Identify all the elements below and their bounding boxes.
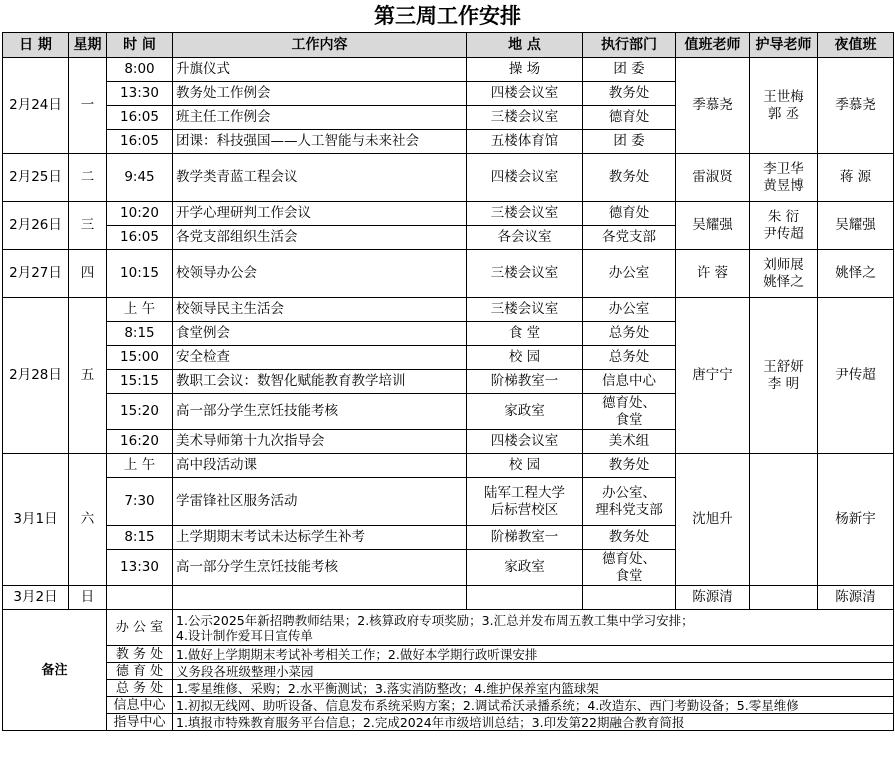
guard-teacher-cell: 王舒妍 李 明: [750, 298, 818, 454]
duty-teacher-cell: 季慕尧: [676, 58, 750, 154]
header-duty-teacher: 值班老师: [676, 33, 750, 58]
time-cell: 13:30: [107, 82, 173, 106]
notes-text: 1.填报市特殊教育服务平台信息；2.完成2024年市级培训总结；3.印发第22期融合教育简报: [173, 714, 894, 731]
notes-row: [3, 646, 894, 663]
content-cell: 教职工会议：数智化赋能教育教学培训: [173, 370, 467, 394]
place-cell: 阶梯教室一: [467, 526, 583, 550]
place-cell: 四楼会议室: [467, 154, 583, 202]
time-cell: 8:15: [107, 322, 173, 346]
header-guard-teacher: 护导老师: [750, 33, 818, 58]
notes-text: 1.公示2025年新招聘教师结果；2.核算政府专项奖励；3.汇总并发布周五教工集中学习安排； 4.设计制作爱耳日宣传单: [173, 610, 894, 646]
place-cell: 家政室: [467, 550, 583, 586]
place-cell: 阶梯教室一: [467, 370, 583, 394]
guard-teacher-cell: 朱 衍 尹传超: [750, 202, 818, 250]
place-cell: 操 场: [467, 58, 583, 82]
content-cell: 高一部分学生烹饪技能考核: [173, 550, 467, 586]
table-row: [3, 202, 894, 226]
notes-text: 1.做好上学期期末考试补考相关工作；2.做好本学期行政听课安排: [173, 646, 894, 663]
time-cell: 7:30: [107, 478, 173, 526]
dept-cell: 德育处、 食堂: [583, 394, 676, 430]
time-cell: 13:30: [107, 550, 173, 586]
place-cell: 三楼会议室: [467, 202, 583, 226]
time-cell: 10:15: [107, 250, 173, 298]
content-cell: 食堂例会: [173, 322, 467, 346]
table-row: [3, 250, 894, 298]
guard-teacher-cell: 刘师展 姚怿之: [750, 250, 818, 298]
guard-teacher-cell: 王世梅 郭 丞: [750, 58, 818, 154]
content-cell: 各党支部组织生活会: [173, 226, 467, 250]
time-cell: 上 午: [107, 298, 173, 322]
content-cell: 上学期期末考试未达标学生补考: [173, 526, 467, 550]
place-cell: 校 园: [467, 454, 583, 478]
dept-cell: 美术组: [583, 430, 676, 454]
weekday-cell: 四: [69, 250, 107, 298]
content-cell: 开学心理研判工作会议: [173, 202, 467, 226]
date-cell: 2月26日: [3, 202, 69, 250]
guard-teacher-cell: 李卫华 黄昱博: [750, 154, 818, 202]
notes-dept: 信息中心: [107, 697, 173, 714]
place-cell: 校 园: [467, 346, 583, 370]
content-cell: 校领导办公会: [173, 250, 467, 298]
content-cell: 高一部分学生烹饪技能考核: [173, 394, 467, 430]
notes-row: [3, 663, 894, 680]
guard-teacher-cell: [750, 454, 818, 586]
notes-dept: 教 务 处: [107, 646, 173, 663]
header-place: 地 点: [467, 33, 583, 58]
notes-row: [3, 610, 894, 646]
header-dept: 执行部门: [583, 33, 676, 58]
dept-cell: 教务处: [583, 154, 676, 202]
content-cell: [173, 586, 467, 610]
place-cell: 三楼会议室: [467, 250, 583, 298]
duty-teacher-cell: 沈旭升: [676, 454, 750, 586]
time-cell: 16:05: [107, 130, 173, 154]
content-cell: 教务处工作例会: [173, 82, 467, 106]
notes-dept: 德 育 处: [107, 663, 173, 680]
dept-cell: 办公室、 理科党支部: [583, 478, 676, 526]
header-night-duty: 夜值班: [818, 33, 894, 58]
night-duty-cell: 杨新宇: [818, 454, 894, 586]
dept-cell: 总务处: [583, 346, 676, 370]
content-cell: 校领导民主生活会: [173, 298, 467, 322]
dept-cell: 团 委: [583, 130, 676, 154]
time-cell: 16:05: [107, 226, 173, 250]
time-cell: 9:45: [107, 154, 173, 202]
place-cell: 四楼会议室: [467, 430, 583, 454]
time-cell: 上 午: [107, 454, 173, 478]
table-row: [3, 154, 894, 202]
night-duty-cell: 姚怿之: [818, 250, 894, 298]
dept-cell: 团 委: [583, 58, 676, 82]
header-weekday: 星期: [69, 33, 107, 58]
content-cell: 高中段活动课: [173, 454, 467, 478]
duty-teacher-cell: 吴耀强: [676, 202, 750, 250]
weekday-cell: 五: [69, 298, 107, 454]
dept-cell: 教务处: [583, 82, 676, 106]
notes-text: 义务段各班级整理小菜园: [173, 663, 894, 680]
time-cell: 15:20: [107, 394, 173, 430]
dept-cell: 教务处: [583, 526, 676, 550]
content-cell: 安全检查: [173, 346, 467, 370]
time-cell: [107, 586, 173, 610]
content-cell: 学雷锋社区服务活动: [173, 478, 467, 526]
place-cell: 三楼会议室: [467, 106, 583, 130]
time-cell: 16:05: [107, 106, 173, 130]
notes-dept: 办 公 室: [107, 610, 173, 646]
content-cell: 团课：科技强国——人工智能与未来社会: [173, 130, 467, 154]
page-title: 第三周工作安排: [374, 3, 521, 28]
dept-cell: 德育处: [583, 106, 676, 130]
place-cell: 陆军工程大学 后标营校区: [467, 478, 583, 526]
dept-cell: 德育处: [583, 202, 676, 226]
dept-cell: 教务处: [583, 454, 676, 478]
time-cell: 8:15: [107, 526, 173, 550]
content-cell: 升旗仪式: [173, 58, 467, 82]
dept-cell: 办公室: [583, 250, 676, 298]
dept-cell: 信息中心: [583, 370, 676, 394]
notes-row: [3, 680, 894, 697]
header-row: [3, 33, 894, 58]
night-duty-cell: 陈源清: [818, 586, 894, 610]
night-duty-cell: 季慕尧: [818, 58, 894, 154]
duty-teacher-cell: 雷淑贤: [676, 154, 750, 202]
dept-cell: 办公室: [583, 298, 676, 322]
place-cell: 家政室: [467, 394, 583, 430]
weekday-cell: 二: [69, 154, 107, 202]
table-row: [3, 586, 894, 610]
place-cell: 四楼会议室: [467, 82, 583, 106]
table-row: [3, 454, 894, 478]
dept-cell: 总务处: [583, 322, 676, 346]
night-duty-cell: 尹传超: [818, 298, 894, 454]
date-cell: 2月28日: [3, 298, 69, 454]
weekday-cell: 三: [69, 202, 107, 250]
night-duty-cell: 吴耀强: [818, 202, 894, 250]
date-cell: 3月1日: [3, 454, 69, 586]
weekday-cell: 一: [69, 58, 107, 154]
night-duty-cell: 蒋 源: [818, 154, 894, 202]
guard-teacher-cell: [750, 586, 818, 610]
schedule-table: [2, 32, 894, 731]
time-cell: 10:20: [107, 202, 173, 226]
date-cell: 3月2日: [3, 586, 69, 610]
time-cell: 8:00: [107, 58, 173, 82]
date-cell: 2月27日: [3, 250, 69, 298]
place-cell: [467, 586, 583, 610]
notes-row: [3, 714, 894, 731]
date-cell: 2月24日: [3, 58, 69, 154]
notes-dept: 指导中心: [107, 714, 173, 731]
dept-cell: 各党支部: [583, 226, 676, 250]
time-cell: 15:00: [107, 346, 173, 370]
weekday-cell: 日: [69, 586, 107, 610]
table-row: [3, 58, 894, 82]
duty-teacher-cell: 许 蓉: [676, 250, 750, 298]
duty-teacher-cell: 唐宁宁: [676, 298, 750, 454]
notes-label: 备注: [3, 610, 107, 731]
content-cell: 美术导师第十九次指导会: [173, 430, 467, 454]
content-cell: 教学类青蓝工程会议: [173, 154, 467, 202]
header-content: 工作内容: [173, 33, 467, 58]
place-cell: 五楼体育馆: [467, 130, 583, 154]
dept-cell: [583, 586, 676, 610]
notes-dept: 总 务 处: [107, 680, 173, 697]
notes-text: 1.零星维修、采购；2.水平衡测试；3.落实消防整改；4.维护保养室内篮球架: [173, 680, 894, 697]
time-cell: 16:20: [107, 430, 173, 454]
content-cell: 班主任工作例会: [173, 106, 467, 130]
place-cell: 食 堂: [467, 322, 583, 346]
place-cell: 各会议室: [467, 226, 583, 250]
dept-cell: 德育处、 食堂: [583, 550, 676, 586]
place-cell: 三楼会议室: [467, 298, 583, 322]
duty-teacher-cell: 陈源清: [676, 586, 750, 610]
table-row: [3, 298, 894, 322]
header-time: 时 间: [107, 33, 173, 58]
notes-row: [3, 697, 894, 714]
header-date: 日 期: [3, 33, 69, 58]
weekday-cell: 六: [69, 454, 107, 586]
date-cell: 2月25日: [3, 154, 69, 202]
time-cell: 15:15: [107, 370, 173, 394]
notes-text: 1.初拟无线网、助听设备、信息发布系统采购方案；2.调试希沃录播系统；4.改造东、西门考勤设备；5.零星维修: [173, 697, 894, 714]
